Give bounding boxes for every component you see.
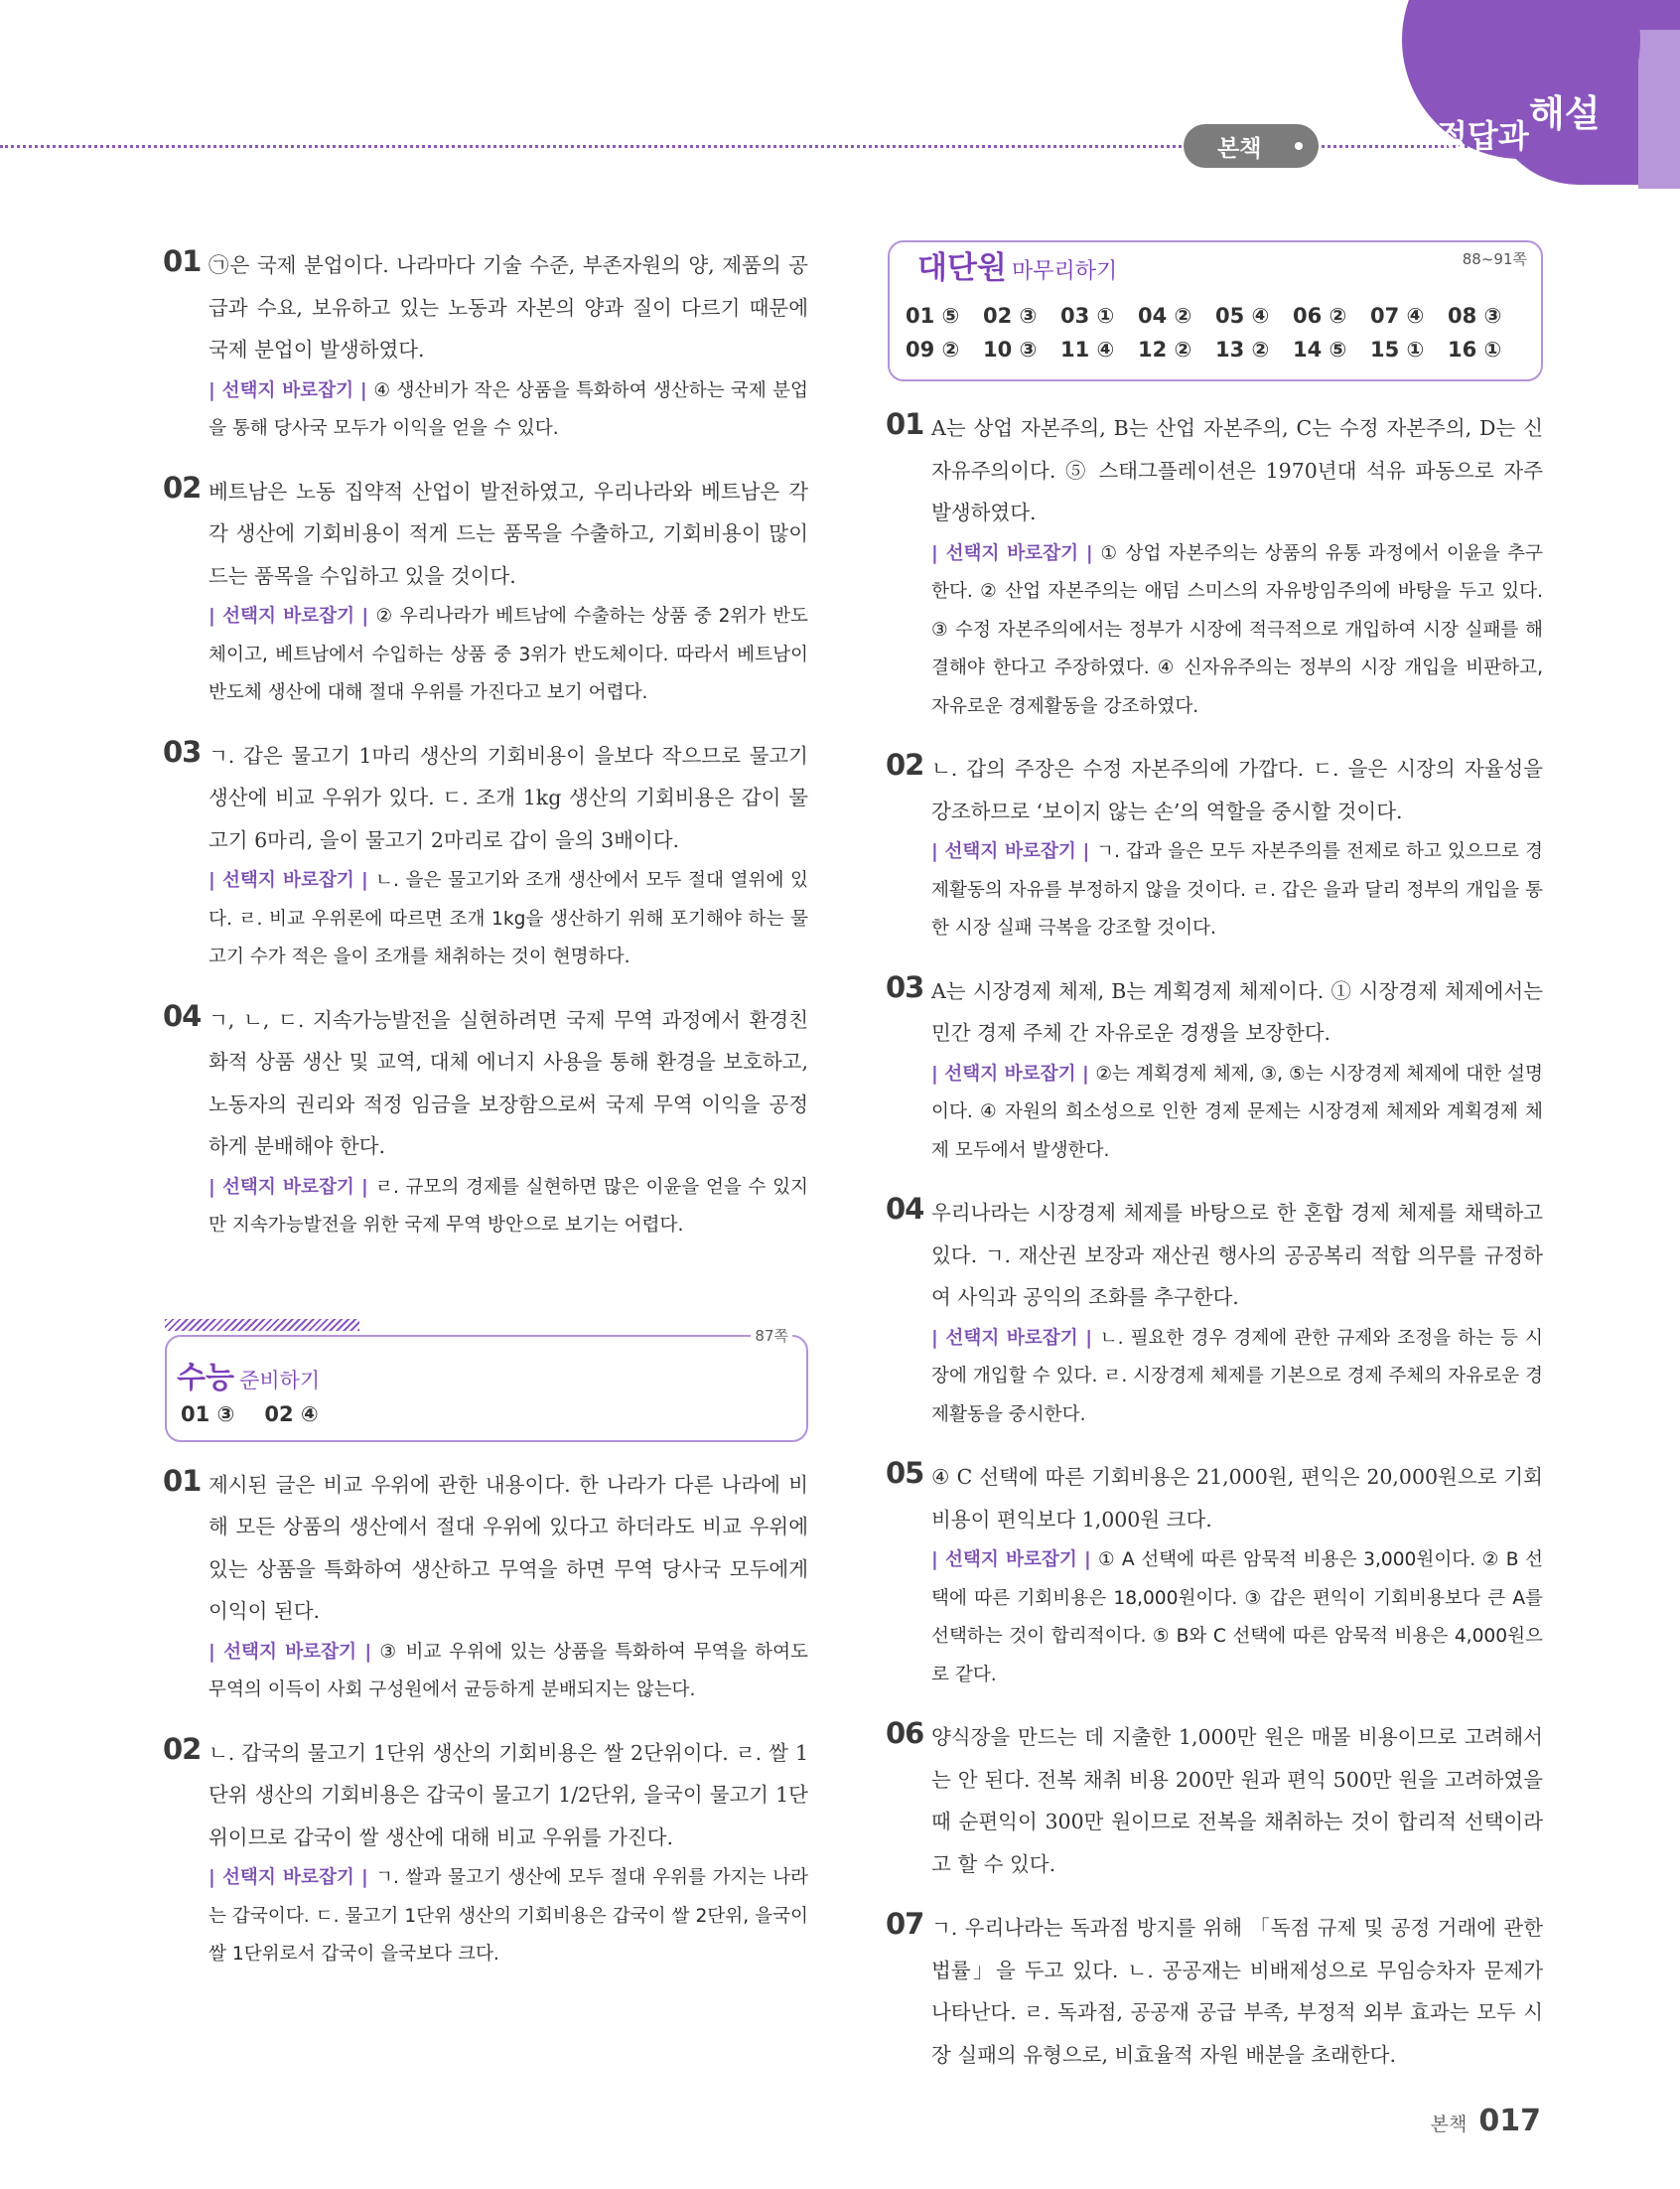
label-bar: | bbox=[1076, 1549, 1098, 1570]
correction-text: ㄴ. 을은 물고기와 조개 생산에서 모두 절대 열위에 있다. ㄹ. 비교 우위론에 따르면 조개 1kg을 생산하기 위해 포기해야 하는 물고기 수가 적은 을이 조개를 채취하는 것이 현명하다. bbox=[209, 870, 808, 967]
review-answer: 04 ② bbox=[1138, 304, 1192, 328]
review-title-big: 대단원 bbox=[917, 250, 1007, 286]
review-answer: 14 ⑤ bbox=[1293, 338, 1347, 362]
suneung-answer: 02 ④ bbox=[264, 1401, 319, 1426]
answer-item bbox=[165, 471, 808, 713]
item-number: 06 bbox=[886, 1716, 924, 1750]
item-explanation: ㄴ. 갑국의 물고기 1단위 생산의 기회비용은 쌀 2단위이다. ㄹ. 쌀 1단위 생산의 기회비용은 갑국이 물고기 1/2단위, 을국이 물고기 1단위이므로 갑국이 쌀 생산에 대해 비교 우위를 가진다. bbox=[209, 1740, 808, 1849]
item-number: 07 bbox=[886, 1907, 924, 1941]
correction-label: 선택지 바로잡기 bbox=[945, 542, 1079, 564]
label-bar: | bbox=[353, 870, 376, 891]
item-number: 04 bbox=[163, 998, 202, 1033]
correction-text: ㄱ. 갑과 을은 모두 자본주의를 전제로 하고 있으므로 경제활동의 자유를 부정하지 않을 것이다. ㄹ. 갑은 을과 달리 정부의 개입을 통한 시장 실패 극복을 강조할 것이다. bbox=[931, 841, 1543, 939]
choice-correction bbox=[193, 1859, 808, 1974]
right-items bbox=[888, 407, 1543, 2076]
label-bar: | bbox=[931, 1549, 945, 1570]
correction-label: 선택지 바로잡기 bbox=[221, 379, 354, 401]
answer-item bbox=[888, 1456, 1543, 1694]
correction-label: 선택지 바로잡기 bbox=[223, 1641, 357, 1663]
correction-label: 선택지 바로잡기 bbox=[221, 1176, 354, 1198]
item-explanation: A는 시장경제 체제, B는 계획경제 체제이다. ① 시장경제 체제에서는 민간 경제 주체 간 자유로운 경쟁을 보장한다. bbox=[931, 978, 1543, 1045]
corner-title-line1: 정답과 bbox=[1437, 117, 1529, 155]
page-footer bbox=[1431, 2104, 1541, 2138]
suneung-box bbox=[165, 1326, 808, 1442]
suneung-stripe bbox=[165, 1319, 359, 1331]
answer-item bbox=[165, 244, 808, 449]
item-number: 03 bbox=[163, 734, 202, 769]
right-column bbox=[888, 244, 1543, 2076]
correction-text: ① A 선택에 따른 암묵적 비용은 3,000원이다. ② B 선택에 따른 기회비용은 18,000원이다. ③ 갑은 편익이 기회비용보다 큰 A를 선택하는 것이 합리적이다. ⑤ B와 C 선택에 따른 암묵적 비용은 4,000원으로 같다. bbox=[931, 1549, 1543, 1685]
left-items bbox=[165, 244, 808, 1245]
answer-item bbox=[165, 735, 808, 977]
answer-item bbox=[888, 407, 1543, 726]
choice-correction bbox=[193, 372, 808, 449]
item-explanation: ㄱ, ㄴ, ㄷ. 지속가능발전을 실현하려면 국제 무역 과정에서 환경친화적 상품 생산 및 교역, 대체 에너지 사용을 통해 환경을 보호하고, 노동자의 권리와 적정 임금을 보장함으로써 국제 무역 이익을 공정하게 분배해야 한다. bbox=[209, 1007, 808, 1158]
review-title-small: 마무리하기 bbox=[1011, 259, 1118, 284]
item-number: 01 bbox=[163, 1463, 202, 1498]
review-answer: 16 ① bbox=[1448, 338, 1502, 362]
section-pill bbox=[1184, 124, 1319, 168]
review-answer: 15 ① bbox=[1370, 338, 1425, 362]
choice-correction bbox=[915, 1320, 1543, 1435]
item-explanation: 베트남은 노동 집약적 산업이 발전하였고, 우리나라와 베트남은 각각 생산에 기회비용이 적게 드는 품목을 수출하고, 기회비용이 많이 드는 품목을 수입하고 있을 것이다. bbox=[209, 479, 808, 588]
review-answer: 11 ④ bbox=[1060, 338, 1115, 362]
correction-label: 선택지 바로잡기 bbox=[221, 1867, 354, 1888]
review-answer: 12 ② bbox=[1138, 338, 1192, 362]
label-bar: | bbox=[209, 870, 222, 891]
correction-text: ① 상업 자본주의는 상품의 유통 과정에서 이윤을 추구한다. ② 산업 자본주의는 애덤 스미스의 자유방임주의에 바탕을 두고 있다. ③ 수정 자본주의에서는 정부가 시장에 적극적으로 개입하여 시장 실패를 해결해야 한다고 주장하였다. ④ 신자유주의는 정부의 시장 개입을 비판하고, 자유로운 경제활동을 강조하였다. bbox=[931, 542, 1543, 717]
item-number: 04 bbox=[886, 1192, 924, 1226]
answer-item bbox=[888, 1716, 1543, 1885]
label-bar: | bbox=[1075, 841, 1097, 862]
correction-label: 선택지 바로잡기 bbox=[945, 1327, 1078, 1349]
item-explanation: 제시된 글은 비교 우위에 관한 내용이다. 한 나라가 다른 나라에 비해 모든 상품의 생산에서 절대 우위에 있다고 하더라도 비교 우위에 있는 상품을 특화하여 생산하고 무역을 하면 무역 당사국 모두에게 이익이 된다. bbox=[209, 1472, 808, 1623]
label-bar: | bbox=[931, 1063, 945, 1085]
suneung-answers bbox=[181, 1402, 319, 1426]
answer-item bbox=[165, 1732, 808, 1974]
answer-item bbox=[888, 748, 1543, 949]
correction-label: 선택지 바로잡기 bbox=[944, 1549, 1077, 1570]
left-column bbox=[165, 244, 808, 1974]
correction-text: ② 우리나라가 베트남에 수출하는 상품 중 2위가 반도체이고, 베트남에서 수입하는 상품 중 3위가 반도체이다. 따라서 베트남이 반도체 생산에 대해 절대 우위를 가진다고 보기 어렵다. bbox=[209, 606, 808, 703]
answer-item bbox=[888, 970, 1543, 1171]
review-answer: 13 ② bbox=[1215, 338, 1270, 362]
label-bar: | bbox=[209, 606, 223, 627]
item-number: 05 bbox=[886, 1456, 924, 1490]
corner-accent bbox=[1638, 30, 1680, 189]
review-answer: 09 ② bbox=[906, 338, 960, 362]
review-answer: 05 ④ bbox=[1215, 304, 1270, 328]
correction-label: 선택지 바로잡기 bbox=[944, 841, 1076, 862]
label-bar: | bbox=[209, 1176, 222, 1198]
review-answer: 01 ⑤ bbox=[906, 304, 960, 328]
item-number: 01 bbox=[886, 407, 924, 441]
item-explanation: ㄴ. 갑의 주장은 수정 자본주의에 가깝다. ㄷ. 을은 시장의 자율성을 강조하므로 ‘보이지 않는 손’의 역할을 중시할 것이다. bbox=[931, 757, 1543, 823]
header-dotted-line bbox=[0, 145, 1599, 148]
suneung-pages: 87쪽 bbox=[751, 1325, 792, 1346]
choice-correction bbox=[193, 1634, 808, 1710]
page-number: 017 bbox=[1478, 2104, 1541, 2138]
corner-title-line2: 해설 bbox=[1529, 92, 1601, 135]
item-explanation: ④ C 선택에 따른 기회비용은 21,000원, 편익은 20,000원으로 기회비용이 편익보다 1,000원 크다. bbox=[931, 1465, 1543, 1532]
review-answer-grid bbox=[906, 304, 1525, 362]
review-answer: 08 ③ bbox=[1448, 304, 1502, 328]
item-number: 02 bbox=[163, 470, 202, 505]
suneung-answer: 01 ③ bbox=[181, 1401, 235, 1426]
correction-text: ㄴ. 필요한 경우 경제에 관한 규제와 조정을 하는 등 시장에 개입할 수 있다. ㄹ. 시장경제 체제를 기본으로 경제 주체의 자유로운 경제활동을 중시한다. bbox=[931, 1327, 1543, 1425]
suneung-title-big: 수능 bbox=[177, 1360, 234, 1395]
choice-correction bbox=[193, 1169, 808, 1245]
review-title bbox=[917, 242, 1117, 287]
answer-item bbox=[888, 1907, 1543, 2076]
choice-correction bbox=[915, 1056, 1543, 1171]
correction-text: ㄹ. 규모의 경제를 실현하면 많은 이윤을 얻을 수 있지만 지속가능발전을 위한 국제 무역 방안으로 보기는 어렵다. bbox=[209, 1176, 808, 1236]
section-pill-label: 본책 bbox=[1217, 135, 1262, 162]
answer-item bbox=[165, 1464, 808, 1710]
item-number: 02 bbox=[163, 1731, 202, 1766]
choice-correction bbox=[915, 535, 1543, 727]
choice-correction bbox=[193, 862, 808, 977]
pill-dot bbox=[1295, 142, 1303, 150]
item-number: 03 bbox=[886, 969, 924, 1004]
label-bar: | bbox=[209, 1867, 222, 1888]
review-answer: 06 ② bbox=[1293, 304, 1347, 328]
review-answer: 07 ④ bbox=[1370, 304, 1425, 328]
item-explanation: A는 상업 자본주의, B는 산업 자본주의, C는 수정 자본주의, D는 신자유주의이다. ⑤ 스태그플레이션은 1970년대 석유 파동으로 자주 발생하였다. bbox=[931, 416, 1543, 524]
label-bar: | bbox=[1075, 1063, 1096, 1085]
label-bar: | bbox=[1078, 542, 1101, 564]
item-explanation: ㄱ. 우리나라는 독과점 방지를 위해 「독점 규제 및 공정 거래에 관한 법률」을 두고 있다. ㄴ. 공공재는 비배제성으로 무임승차자 문제가 나타난다. ㄹ. 독과점, 공공재 공급 부족, 부정적 외부 효과는 모두 시장 실패의 유형으로, 비효율적 자원 배분을 초래한다. bbox=[931, 1916, 1543, 2067]
footer-label: 본책 bbox=[1430, 2114, 1468, 2135]
correction-text: ②는 계획경제 체제, ③, ⑤는 시장경제 체제에 대한 설명이다. ④ 자원의 희소성으로 인한 경제 문제는 시장경제 체제와 계획경제 체제 모두에서 발생한다. bbox=[931, 1063, 1543, 1161]
label-bar: | bbox=[353, 1176, 376, 1198]
correction-label: 선택지 바로잡기 bbox=[221, 870, 354, 891]
choice-correction bbox=[193, 598, 808, 713]
review-answer: 03 ① bbox=[1060, 304, 1115, 328]
review-box bbox=[888, 240, 1543, 381]
correction-label: 선택지 바로잡기 bbox=[944, 1063, 1076, 1085]
review-answer: 10 ③ bbox=[983, 338, 1038, 362]
label-bar: | bbox=[931, 1327, 946, 1349]
item-explanation: ㉠은 국제 분업이다. 나라마다 기술 수준, 부존자원의 양, 제품의 공급과 수요, 보유하고 있는 노동과 자본의 양과 질이 다르기 때문에 국제 분업이 발생하였다. bbox=[209, 253, 808, 362]
suneung-title-small: 준비하기 bbox=[239, 1368, 321, 1392]
answer-item bbox=[888, 1192, 1543, 1434]
answer-item bbox=[165, 999, 808, 1245]
item-number: 02 bbox=[886, 748, 924, 782]
choice-correction bbox=[915, 1541, 1543, 1694]
item-explanation: ㄱ. 갑은 물고기 1마리 생산의 기회비용이 을보다 작으므로 물고기 생산에 비교 우위가 있다. ㄷ. 조개 1kg 생산의 기회비용은 갑이 물고기 6마리, 을이 물고기 2마리로 갑이 을의 3배이다. bbox=[209, 743, 808, 852]
item-explanation: 양식장을 만드는 데 지출한 1,000만 원은 매몰 비용이므로 고려해서는 안 된다. 전복 채취 비용 200만 원과 편익 500만 원을 고려하였을 때 순편익이 300만 원이므로 전복을 채취하는 것이 합리적 선택이라고 할 수 있다. bbox=[931, 1725, 1543, 1876]
item-explanation: 우리나라는 시장경제 체제를 바탕으로 한 혼합 경제 체제를 채택하고 있다. ㄱ. 재산권 보장과 재산권 행사의 공공복리 적합 의무를 규정하여 사익과 공익의 조화를 추구한다. bbox=[931, 1201, 1543, 1309]
label-bar: | bbox=[356, 1641, 380, 1663]
review-pages: 88~91쪽 bbox=[1462, 250, 1527, 268]
label-bar: | bbox=[931, 841, 945, 862]
label-bar: | bbox=[931, 542, 946, 564]
correction-text: ③ 비교 우위에 있는 상품을 특화하여 무역을 하여도 무역의 이득이 사회 구성원에서 균등하게 분배되지는 않는다. bbox=[209, 1641, 808, 1700]
label-bar: | bbox=[353, 379, 374, 401]
suneung-title bbox=[177, 1353, 320, 1396]
correction-text: ㄱ. 쌀과 물고기 생산에 모두 절대 우위를 가지는 나라는 갑국이다. ㄷ. 물고기 1단위 생산의 기회비용은 갑국이 쌀 2단위, 을국이 쌀 1단위로서 갑국이 을국보다 크다. bbox=[209, 1867, 808, 1965]
label-bar: | bbox=[209, 1641, 224, 1663]
correction-text: ④ 생산비가 작은 상품을 특화하여 생산하는 국제 분업을 통해 당사국 모두가 이익을 얻을 수 있다. bbox=[209, 379, 808, 439]
correction-label: 선택지 바로잡기 bbox=[222, 606, 355, 627]
label-bar: | bbox=[354, 606, 376, 627]
choice-correction bbox=[915, 833, 1543, 949]
label-bar: | bbox=[1077, 1327, 1100, 1349]
label-bar: | bbox=[209, 379, 222, 401]
label-bar: | bbox=[353, 1867, 376, 1888]
item-number: 01 bbox=[163, 244, 202, 278]
left-items-suneung bbox=[165, 1464, 808, 1974]
review-answer: 02 ③ bbox=[983, 304, 1038, 328]
